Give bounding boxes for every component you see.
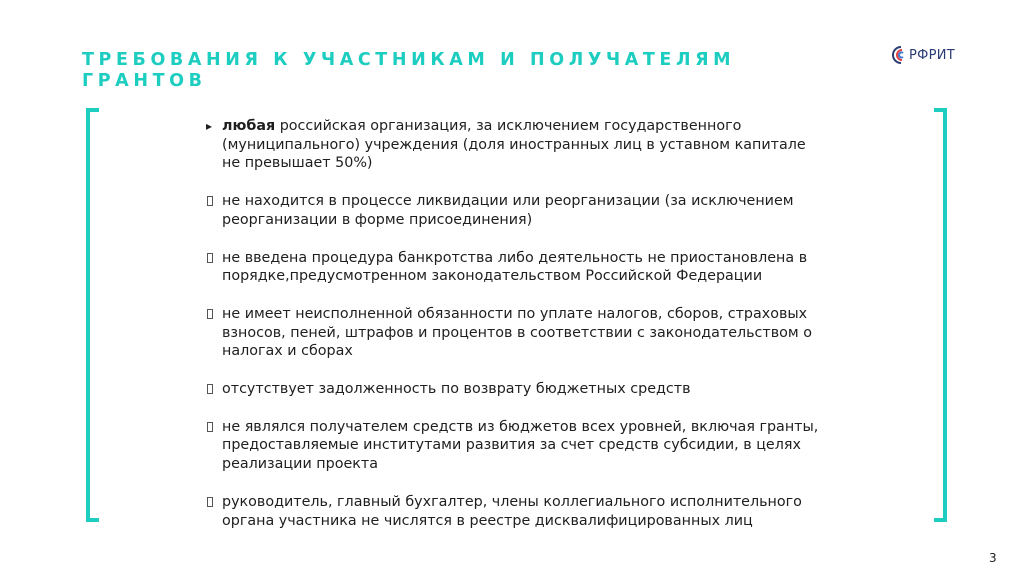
logo-text: РФРИТ	[909, 47, 956, 63]
item-text: не находится в процессе ликвидации или реорганизации (за исключением реорганизации в форме присоединения)	[222, 193, 794, 228]
rfrit-logo	[891, 45, 955, 65]
item-text: руководитель, главный бухгалтер, члены коллегиального исполнительного органа участника не числятся в реестре дисквалифицированных лиц	[222, 493, 802, 529]
right-bracket	[934, 108, 947, 522]
box-bullet-icon	[207, 384, 213, 394]
item-text: российская организация, за исключением государственного (муниципального) учреждения (доля иностранных лиц в уставном капитале не превышает 50%)	[222, 118, 806, 172]
box-bullet-icon	[207, 309, 213, 319]
list-item	[204, 117, 824, 173]
box-bullet-icon	[207, 253, 213, 263]
triangle-bullet-icon: ▸	[206, 119, 213, 133]
item-text: не имеет неисполненной обязанности по уплате налогов, сборов, страховых взносов, пеней, штрафов и процентов в соответствии с законодательством о налогах и сборах	[222, 305, 812, 360]
box-bullet-icon	[207, 422, 213, 432]
box-bullet-icon	[207, 196, 213, 206]
item-text: не являлся получателем средств из бюджетов всех уровней, включая гранты, предоставляемые институтами развития за счет средств субсидии, в целях реализации проекта	[222, 418, 819, 473]
item-text: не введена процедура банкротства либо деятельность не приостановлена в порядке,предусмотренном законодательством Российской Федерации	[222, 249, 808, 285]
page-number: 3	[989, 551, 997, 565]
slide-title: ТРЕБОВАНИЯ К УЧАСТНИКАМ И ПОЛУЧАТЕЛЯМ ГРАНТОВ	[82, 50, 736, 91]
box-bullet-icon	[207, 497, 213, 507]
logo-emblem-icon	[891, 45, 907, 65]
left-bracket	[86, 108, 99, 522]
list-item	[204, 493, 824, 530]
list-item	[204, 192, 824, 229]
list-item	[204, 305, 824, 361]
list-item	[204, 418, 824, 474]
list-item	[204, 249, 824, 286]
item-text: отсутствует задолженность по возврату бюджетных средств	[222, 381, 691, 398]
list-item	[204, 380, 824, 399]
item-bold-text: любая	[222, 118, 276, 134]
requirements-list	[204, 117, 824, 549]
